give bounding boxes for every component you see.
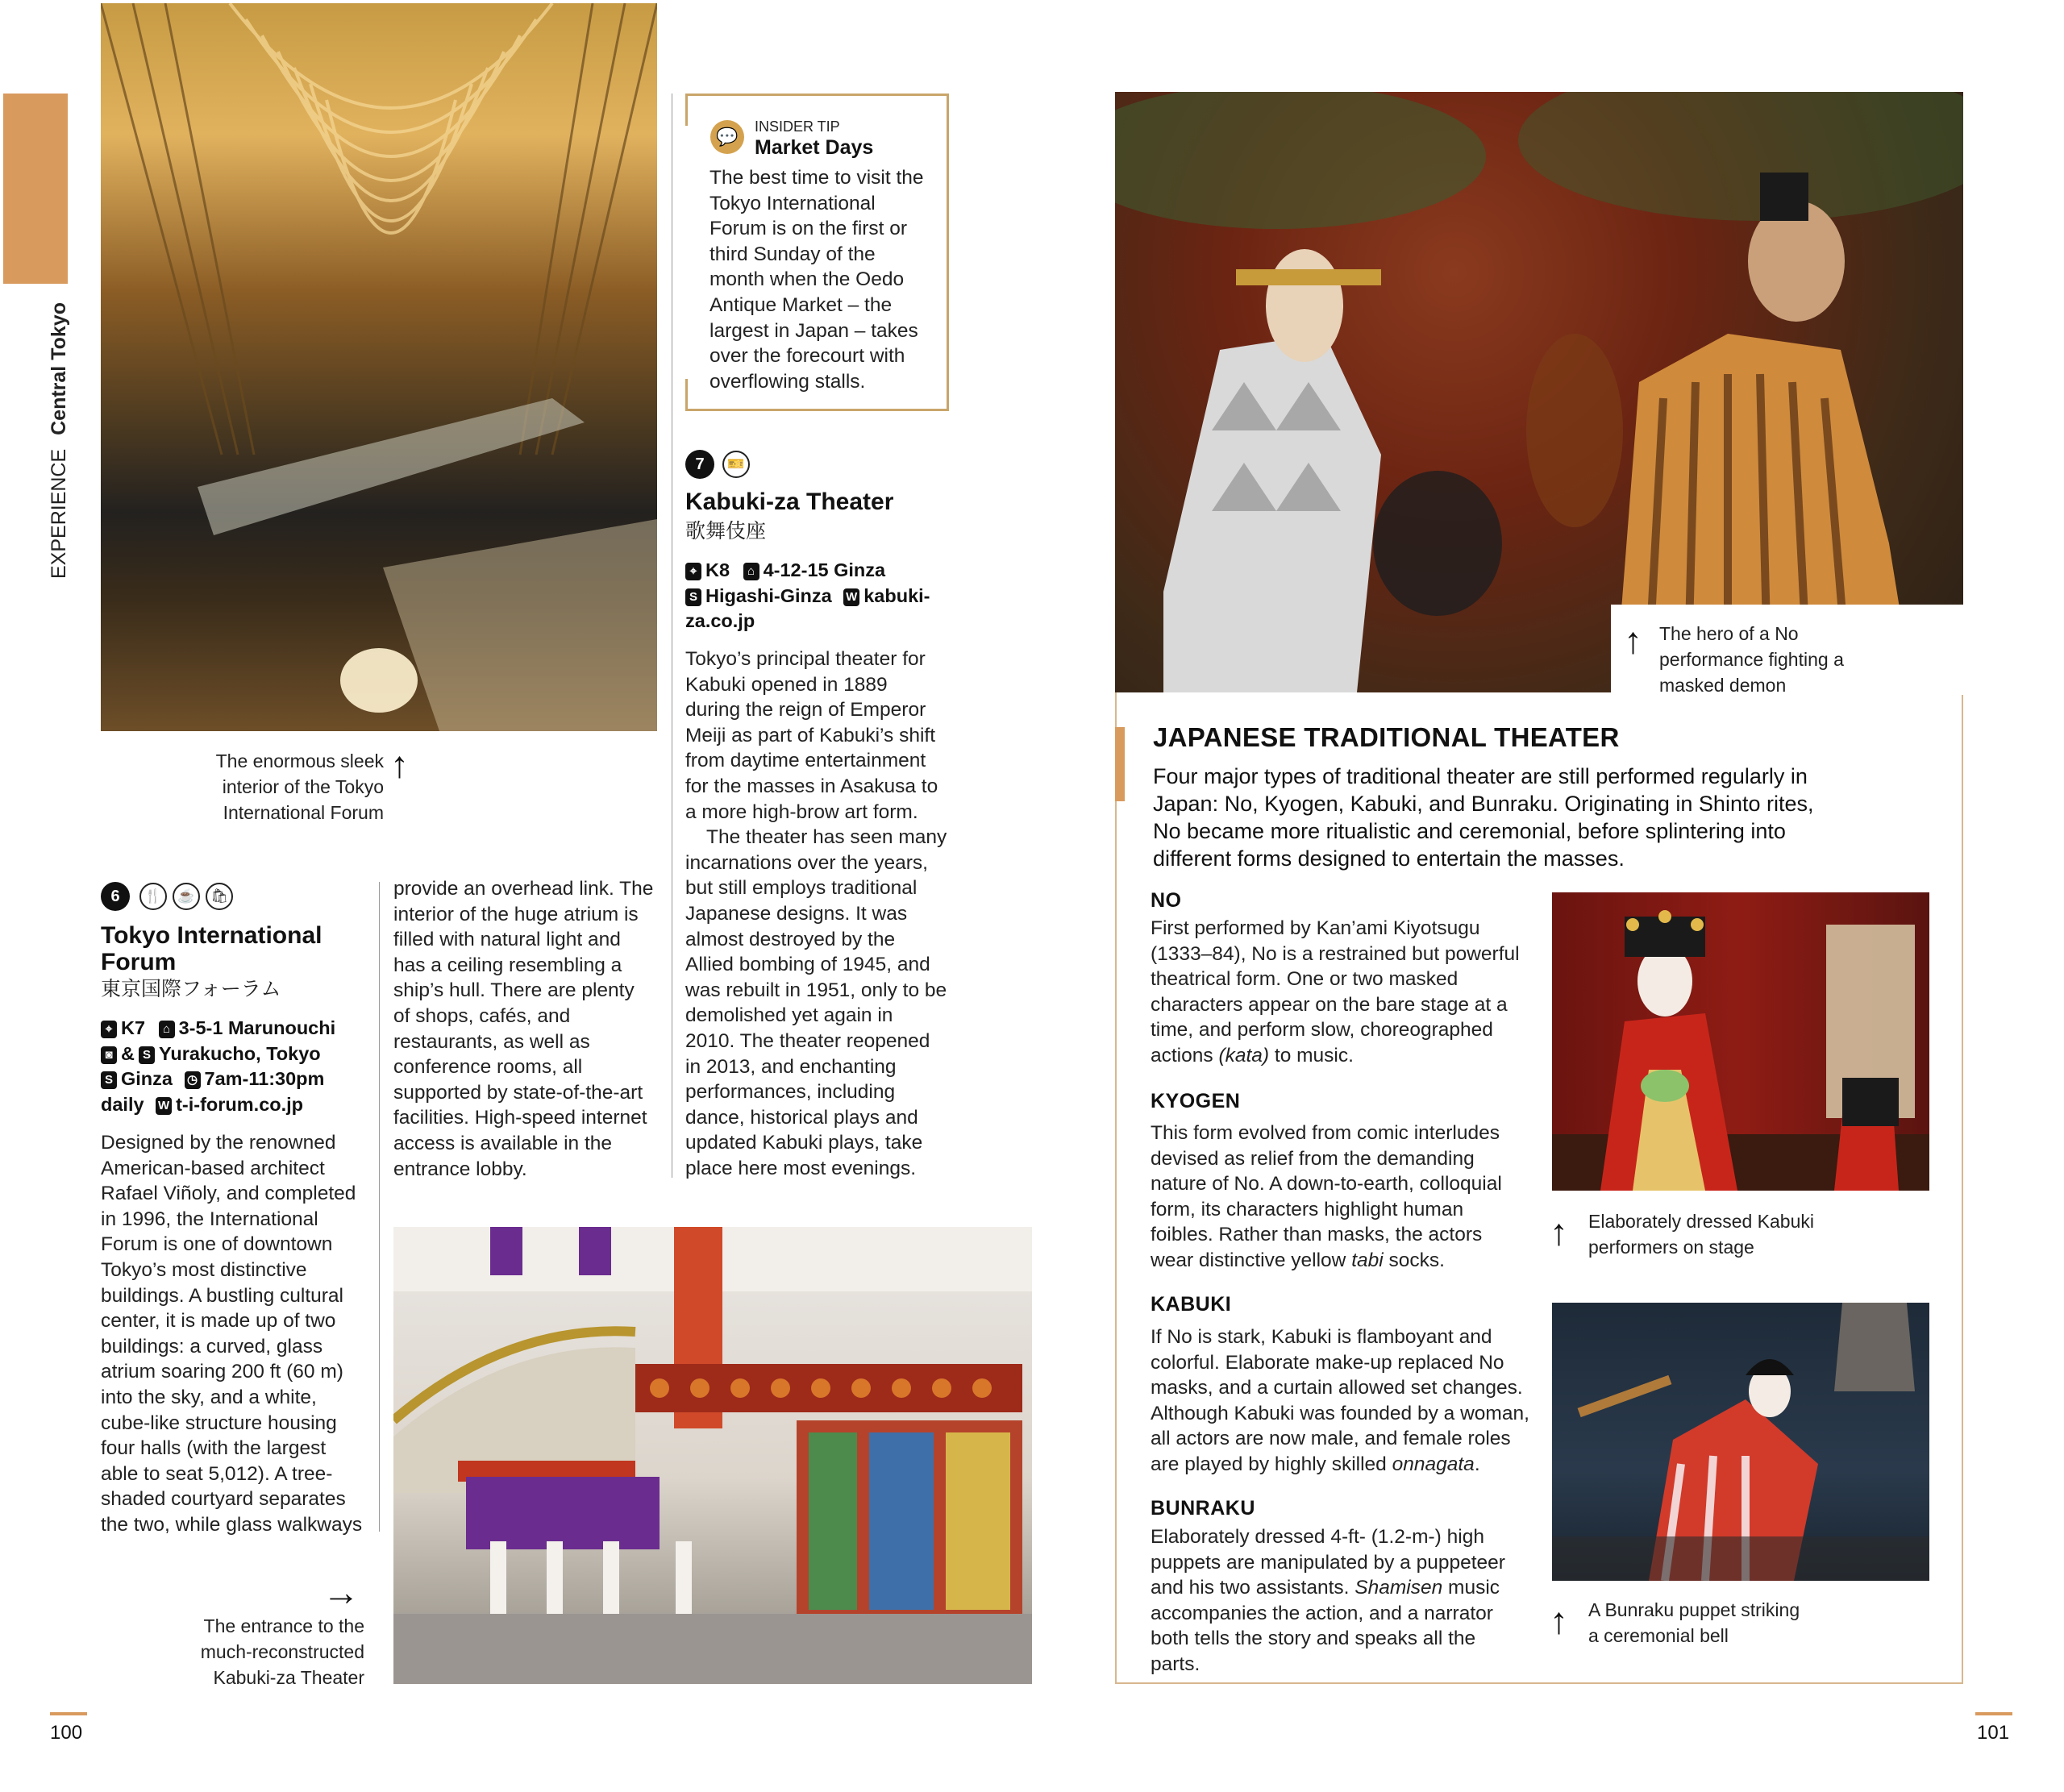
side-tab-area: Central Tokyo bbox=[48, 302, 70, 435]
forum-caption: The enormous sleek interior of the Tokyo International Forum bbox=[215, 750, 384, 823]
up-arrow-icon: ↑ bbox=[1624, 619, 1642, 661]
forum-station-1: Yurakucho, Tokyo bbox=[158, 1042, 321, 1064]
kabukiza-photo bbox=[393, 1227, 1032, 1684]
map-pin-icon: ⌖ bbox=[685, 563, 701, 580]
clock-icon: ◷ bbox=[185, 1071, 201, 1089]
left-page-number: 100 bbox=[50, 1722, 83, 1744]
forum-entry-header bbox=[101, 882, 233, 911]
section-heading-no: NO bbox=[1151, 889, 1182, 912]
insider-tip-title: Market Days bbox=[755, 136, 874, 159]
entry-number-badge: 7 bbox=[685, 450, 714, 479]
forum-body-1: Designed by the renowned American-based architect Rafael Viñoly, and completed in 1996, the International Forum is one of downtown Tokyo’s most distinctive buildings. A bustling cultural center, it is made up of two buildings: a curved, glass atrium soaring 200 ft (60 m) into the sky, and a white, cube-like structure housing four halls (with the largest able to seat 5,012). A tree-shaded courtyard separates the two, while glass walkways bbox=[101, 1132, 363, 1536]
kabuki-caption: Elaborately dressed Kabuki performers on stage bbox=[1588, 1211, 1814, 1258]
kabukiza-address: 4-12-15 Ginza bbox=[763, 559, 886, 580]
ticket-icon: 🎫 bbox=[722, 451, 750, 478]
kabukiza-title-japanese: 歌舞伎座 bbox=[685, 519, 767, 543]
right-arrow-icon: → bbox=[322, 1571, 360, 1613]
column-rule bbox=[379, 882, 380, 1532]
section-heading-bunraku: BUNRAKU bbox=[1151, 1497, 1255, 1520]
web-icon: W bbox=[156, 1097, 172, 1115]
kabukiza-entry-header bbox=[685, 450, 750, 479]
no-performance-illustration bbox=[1115, 92, 1963, 692]
chat-bubble-icon: 💬 bbox=[710, 120, 744, 154]
subway-icon: S bbox=[685, 588, 701, 606]
subway-icon: S bbox=[101, 1071, 117, 1089]
kabukiza-caption: The entrance to the much-reconstructed Kabuki-za Theater bbox=[200, 1615, 364, 1688]
kabukiza-station: Higashi-Ginza bbox=[705, 584, 832, 606]
kabukiza-info bbox=[685, 558, 951, 634]
up-arrow-icon: ↑ bbox=[1550, 1599, 1568, 1641]
insider-tip-box bbox=[685, 94, 949, 411]
section-text-bunraku: Elaborately dressed 4-ft- (1.2-m-) high puppets are manipulated by a puppeteer and his two assistants. Shamisen music accompanies the action, and a narrator both tells the story and speaks all the parts. bbox=[1151, 1526, 1505, 1675]
web-icon: W bbox=[843, 588, 859, 606]
kabukiza-body-2: The theater has seen many incarnations over the years, but still employs traditional Japanese designs. It was almost destroyed by the Allied bombing of 1945, and was rebuilt in 1951, only to be demolished yet again in 2010. The theater reopened in 2013, and enchanting performances, including dance, historical plays and updated Kabuki plays, take place here most evenings. bbox=[685, 826, 947, 1179]
insider-tip-text: The best time to visit the Tokyo International Forum is on the first or third Sunday of the month when the Oedo Antique Market – the largest in Japan – takes over the forecourt with overflowing stalls. bbox=[710, 167, 924, 393]
section-text-kyogen: This form evolved from comic interludes devised as relief from the demanding nature of No. A down-to-earth, colloquial form, its characters highlight human foibles. Rather than masks, the actors wear distinctive yellow tabi socks. bbox=[1151, 1122, 1502, 1271]
kabukiza-illustration bbox=[393, 1227, 1032, 1684]
bunraku-photo bbox=[1552, 1303, 1929, 1581]
kabukiza-map-ref: K8 bbox=[705, 559, 730, 580]
section-heading-kyogen: KYOGEN bbox=[1151, 1090, 1241, 1112]
forum-hours: 7am-11:30pm daily bbox=[101, 1068, 325, 1115]
kabuki-performers-illustration bbox=[1552, 892, 1929, 1191]
side-tab-section: EXPERIENCE bbox=[48, 448, 70, 579]
forum-body-2: provide an overhead link. The interior of the huge atrium is filled with natural light and has a ceiling resembling a ship’s hull. There are plenty of shops, cafés, and restaurants, as well as conference rooms, all supported by state-of-the-art facilities. High-speed internet access is available in the entrance lobby. bbox=[393, 878, 654, 1180]
kabukiza-title: Kabuki-za Theater bbox=[685, 489, 894, 515]
forum-atrium-photo bbox=[101, 3, 657, 731]
forum-atrium-illustration bbox=[101, 3, 657, 731]
feature-intro: Four major types of traditional theater are still performed regularly in Japan: No, Kyogen, Kabuki, and Bunraku. Originating in Shinto rites, No became more ritualistic and ceremonial, before splintering into different forms designed to entertain the masses. bbox=[1153, 764, 1814, 871]
forum-web[interactable]: t-i-forum.co.jp bbox=[176, 1093, 304, 1115]
bunraku-illustration bbox=[1552, 1303, 1929, 1581]
section-text-no: First performed by Kan’ami Kiyotsugu (1333–84), No is a restrained but powerful theatrical form. One or two masked characters appear on the bare stage at a time, and perform slow, choreographed actions (kata) to music. bbox=[1151, 917, 1520, 1066]
bunraku-caption: A Bunraku puppet striking a ceremonial bell bbox=[1588, 1599, 1800, 1646]
right-page-number: 101 bbox=[1977, 1722, 2010, 1744]
feature-accent-bar bbox=[1115, 727, 1125, 801]
section-heading-kabuki: KABUKI bbox=[1151, 1293, 1232, 1316]
forum-station-2: Ginza bbox=[121, 1068, 173, 1089]
forum-body-col1 bbox=[101, 1130, 363, 1538]
side-tab-text bbox=[48, 95, 71, 579]
cafe-icon: ☕ bbox=[173, 883, 200, 910]
section-text-kabuki: If No is stark, Kabuki is flamboyant and colorful. Elaborate make-up replaced No masks, and a curtain allowed set changes. Although Kabuki was founded by a woman, all actors are now male, and female roles are played by highly skilled onnagata. bbox=[1151, 1326, 1529, 1475]
kabukiza-web[interactable]: kabuki-za.co.jp bbox=[685, 584, 930, 631]
insider-tip-label: INSIDER TIP bbox=[755, 118, 840, 135]
page-number-bar bbox=[1975, 1712, 2012, 1715]
forum-title: Tokyo International Forum bbox=[101, 922, 322, 975]
forum-map-ref: K7 bbox=[121, 1017, 146, 1038]
kabukiza-body-1: Tokyo’s principal theater for Kabuki opened in 1889 during the reign of Emperor Meiji as part of Kabuki’s shift from daytime entertainment for the masses in Asakusa to a more high-brow art form. bbox=[685, 648, 938, 823]
address-icon: ⌂ bbox=[159, 1021, 175, 1038]
forum-address: 3-5-1 Marunouchi bbox=[178, 1017, 336, 1038]
kabuki-performers-photo bbox=[1552, 892, 1929, 1191]
forum-title-japanese: 東京国際フォーラム bbox=[101, 977, 281, 1000]
entry-number-badge: 6 bbox=[101, 882, 130, 911]
train-icon: ◙ bbox=[101, 1046, 117, 1064]
no-caption: The hero of a No performance fighting a masked demon bbox=[1659, 623, 1844, 696]
feature-title: JAPANESE TRADITIONAL THEATER bbox=[1153, 722, 1620, 752]
map-pin-icon: ⌖ bbox=[101, 1021, 117, 1038]
no-performance-photo bbox=[1115, 92, 1963, 692]
up-arrow-icon: ↑ bbox=[1550, 1211, 1568, 1253]
address-icon: ⌂ bbox=[743, 563, 759, 580]
forum-body-col2 bbox=[393, 876, 655, 1182]
restaurant-icon: 🍴 bbox=[139, 883, 167, 910]
kabukiza-body bbox=[685, 647, 947, 1181]
shopping-icon: 🛍 bbox=[206, 883, 233, 910]
up-arrow-icon: ↑ bbox=[390, 743, 409, 785]
page-number-bar bbox=[50, 1712, 87, 1715]
subway-icon: S bbox=[139, 1046, 155, 1064]
forum-info: ⌖ K7 ⌂ 3-5-1 Marunouchi ◙ & S Yurakucho, Tokyo S Ginza ◷ 7am-11:30pm daily W t-i-forum.co.jp bbox=[101, 1017, 336, 1115]
